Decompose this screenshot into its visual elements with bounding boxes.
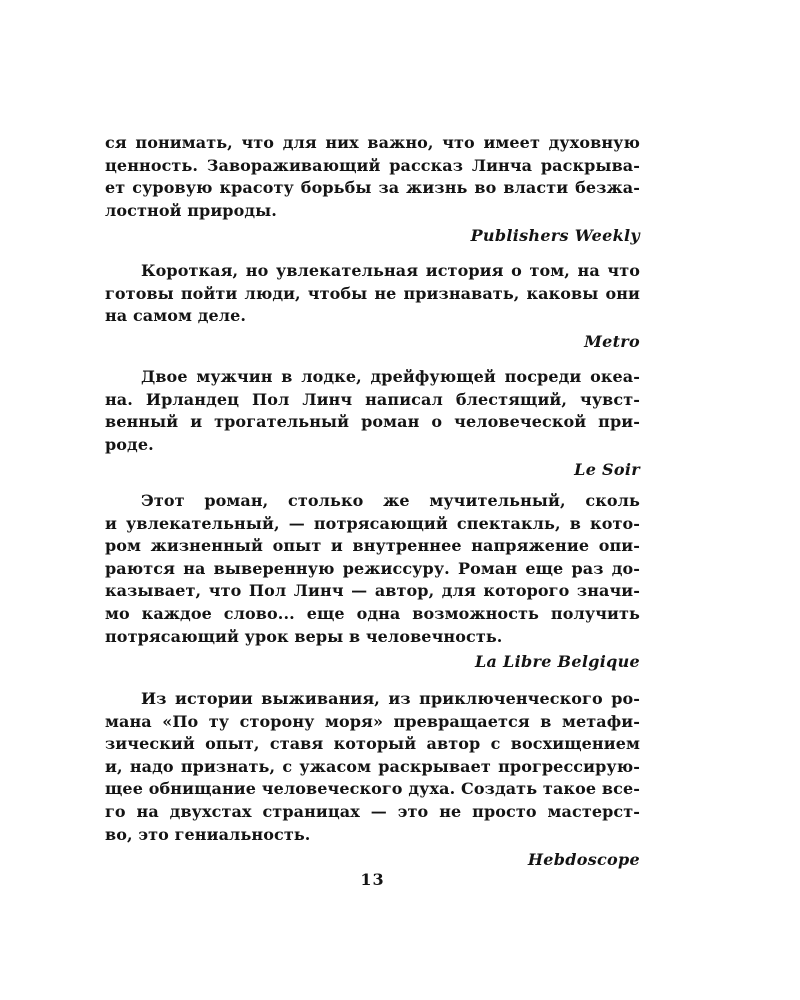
review-text-line: Из истории выживания, из приключенческого ро- [141,689,640,708]
review-block-publishers-weekly [105,132,640,248]
review-block-la-libre-belgique [105,490,640,674]
review-text-line: Этот роман, столько же мучительный, сколь [141,491,640,510]
review-text-line: Короткая, но увлекательная история о том, на что [141,261,640,280]
review-text-line: и увлекательный, — потрясающий спектакль, в кото- [105,513,640,533]
review-text-line: ет суровую красоту борьбы за жизнь во власти безжа- [105,178,640,198]
review-text-line: во, это гениальность. [105,824,311,844]
review-block-le-soir [105,366,640,482]
review-text-line: ся понимать, что для них важно, что имеет духовную [105,133,640,152]
review-source: Hebdoscope [527,850,640,870]
review-source: La Libre Belgique [474,652,640,672]
review-source: Metro [584,331,640,351]
review-text-line: и, надо признать, с ужасом раскрывает прогрессирую- [105,756,640,776]
page-number: 13 [360,870,385,889]
review-text-line: на. Ирландец Пол Линч написал блестящий, чувст- [105,389,640,409]
review-text-line: Двое мужчин в лодке, дрейфующей посреди океа- [141,367,640,386]
review-text-line: щее обнищание человеческого духа. Создать такое все- [105,779,640,799]
review-text-line: мо каждое слово... еще одна возможность получить [105,603,640,623]
review-text-line: венный и трогательный роман о человеческой при- [105,412,640,432]
review-text-line: лостной природы. [105,200,277,220]
review-block-metro [105,260,640,354]
review-text-line: на самом деле. [105,306,247,326]
review-source: Publishers Weekly [470,226,640,246]
review-text-line: ром жизненный опыт и внутреннее напряжение опи- [105,536,640,556]
review-text-line: мана «По ту сторону моря» превращается в метафи- [105,711,640,731]
review-text-line: готовы пойти люди, чтобы не признавать, каковы они [105,283,640,303]
review-text-line: роде. [105,434,154,454]
review-text-line: го на двухстах страницах — это не просто мастерст- [105,801,640,821]
review-text-line: раются на выверенную режиссуру. Роман еще раз до- [105,558,640,578]
review-block-hebdoscope [105,688,640,872]
review-text-line: потрясающий урок веры в человечность. [105,626,503,646]
review-text-line: казывает, что Пол Линч — автор, для которого значи- [105,581,640,601]
review-text-line: ценность. Завораживающий рассказ Линча раскрыва- [105,155,640,175]
review-source: Le Soir [574,460,640,480]
review-text-line: зический опыт, ставя который автор с восхищением [105,734,640,754]
